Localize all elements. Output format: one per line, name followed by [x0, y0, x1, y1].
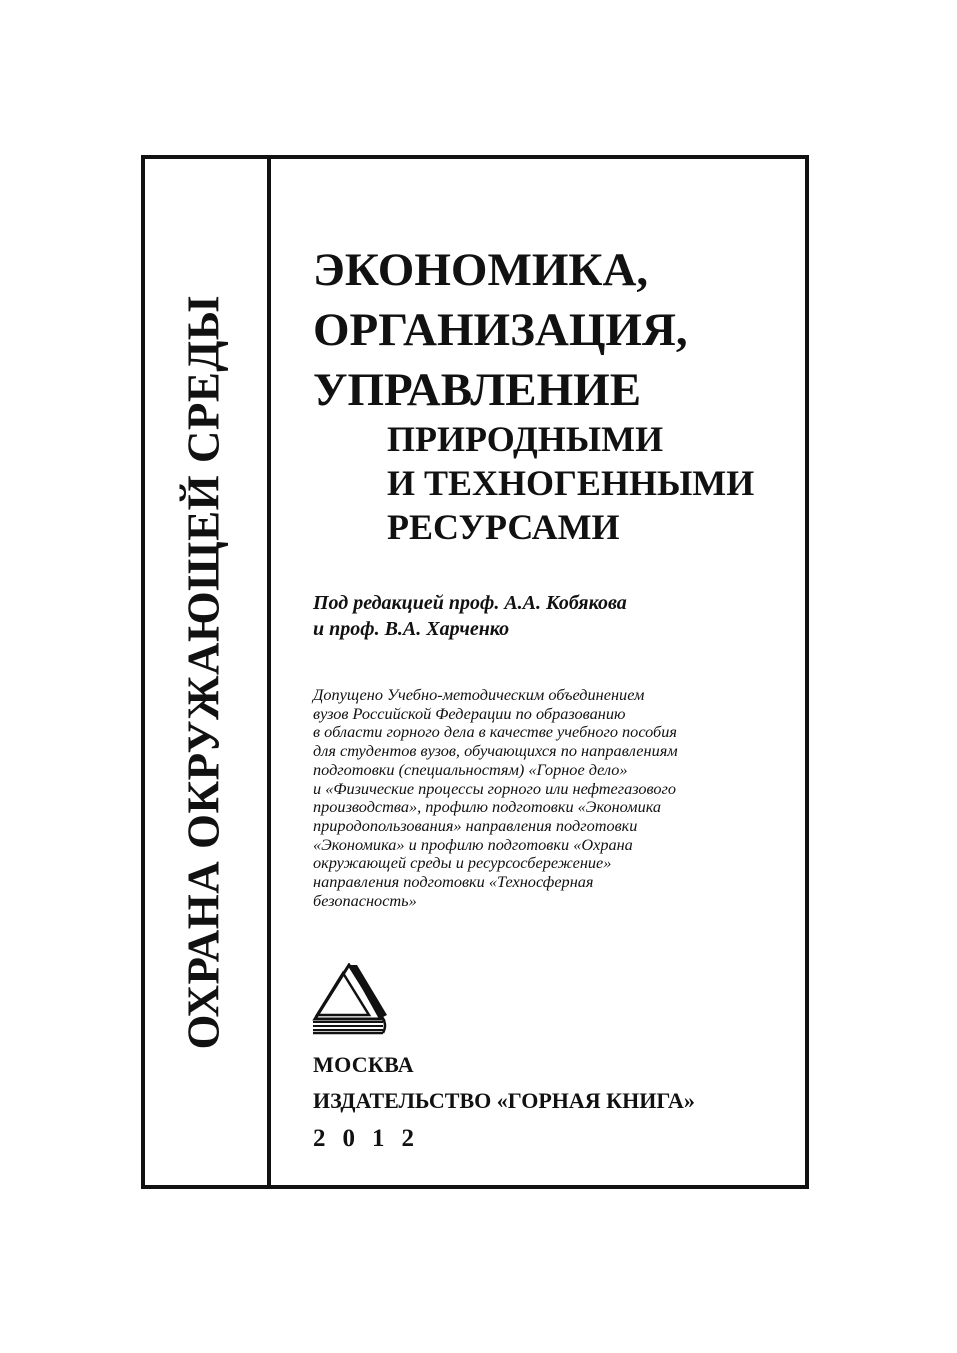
- series-title: ОХРАНА ОКРУЖАЮЩЕЙ СРЕДЫ: [178, 295, 229, 1049]
- title-line-2: ОРГАНИЗАЦИЯ,: [313, 304, 688, 356]
- spine-divider: [267, 155, 271, 1189]
- approval-line: для студентов вузов, обучающихся по направлениям: [313, 741, 678, 761]
- approval-line: вузов Российской Федерации по образованию: [313, 703, 626, 723]
- approval-line: в области горного дела в качестве учебного пособия: [313, 722, 677, 742]
- approval-line: окружающей среды и ресурсосбережение»: [313, 853, 612, 873]
- editors-line-2: и проф. В.А. Харченко: [313, 618, 510, 640]
- spine: [141, 155, 267, 1189]
- title-line-3: УПРАВЛЕНИЕ: [313, 364, 642, 416]
- imprint-city: МОСКВА: [313, 1052, 414, 1077]
- imprint-year: 2012: [313, 1125, 431, 1152]
- editors-line-1: Под редакцией проф. А.А. Кобякова: [313, 592, 627, 614]
- approval-line: и «Физические процессы горного или нефтегазового: [313, 778, 677, 798]
- approval-line: подготовки (специальностям) «Горное дело»: [313, 759, 628, 779]
- title-line-1: ЭКОНОМИКА,: [313, 244, 649, 296]
- subtitle-line-1: ПРИРОДНЫМИ: [387, 419, 664, 459]
- approval-line: «Экономика» и профилю подготовки «Охрана: [313, 834, 633, 854]
- approval-line: природопользования» направления подготовки: [313, 815, 638, 835]
- approval-line: Допущено Учебно-методическим объединением: [313, 685, 645, 704]
- book-subtitle: [387, 417, 754, 549]
- approval-line: производства», профилю подготовки «Экономика: [313, 797, 662, 817]
- approval-line: безопасность»: [313, 890, 417, 910]
- subtitle-line-2: И ТЕХНОГЕННЫМИ: [387, 463, 755, 503]
- imprint-publisher: ИЗДАТЕЛЬСТВО «ГОРНАЯ КНИГА»: [313, 1088, 695, 1113]
- editors: [313, 590, 627, 642]
- subtitle-line-3: РЕСУРСАМИ: [387, 507, 620, 547]
- approval-note: [313, 686, 678, 910]
- book-title: [313, 240, 688, 420]
- approval-line: направления подготовки «Техносферная: [313, 872, 594, 892]
- publisher-logo-triangle-book-icon: [309, 963, 387, 1035]
